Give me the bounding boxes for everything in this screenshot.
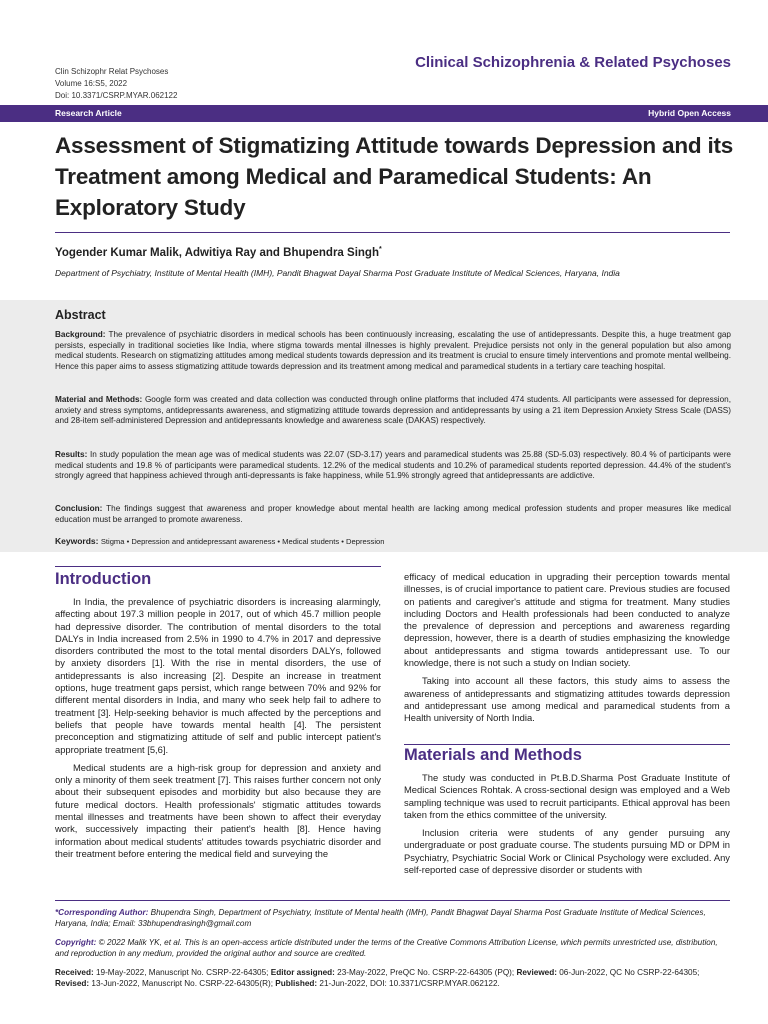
corresponding-author (55, 907, 733, 929)
corr-text: Bhupendra Singh, Department of Psychiatry, Institute of Mental health (IMH), Pandit Bhagwat Dayal Sharma Post Graduate Institute of Medical Sciences, Haryana, India; Email: 33bhupendrasingh@gmail.com (55, 908, 706, 928)
methods-heading: Materials and Methods (404, 746, 582, 764)
article-type-band (0, 105, 768, 122)
history (55, 967, 733, 989)
methods-paragraph-2: Inclusion criteria were students of any gender pursuing any undergraduate or post graduate course. The students pursuing MD or DPM in Psychiatry, Psychiatric Social Work or Clinical Psychology were excluded. Any self-reported case of depressive disorder or students with (404, 827, 730, 876)
intro-heading: Introduction (55, 570, 152, 588)
author-mark: * (378, 246, 382, 253)
author-names: Yogender Kumar Malik, Adwitiya Ray and Bhupendra Singh (55, 246, 379, 259)
editor-label: Editor assigned: (270, 968, 335, 977)
revised-text: 13-Jun-2022, Manuscript No. CSRP-22-64305(R); (91, 979, 273, 988)
abstract-background (55, 330, 731, 372)
title-divider (55, 232, 730, 233)
intro-paragraph-1: In India, the prevalence of psychiatric disorders is increasing alarmingly, affecting about 197.3 million people in 2017, out of which 45.7 million people had depressive disorder. The contribution of mental disorders to the total DALYs in India increased from 2.5% in 1990 to 4.7% in 2017 and depressive disorders contributed the most to the total mental disorders DALYs, followed by anxiety disorders [1]. With the rise in mental disorders, the use of antidepressants is also increasing [2]. Despite an increase in treatment options, huge treatment gaps persist, which range between 70% and 92% for different mental disorders in India, and many who seek help fail to adhere to treatment [3]. Help-seeking behavior is much affected by the perceptions and beliefs that people have towards mental health [4]. The persistent preconception and stigmatizing attitude of self and public intercept patient's appropriate treatment [5,6]. (55, 596, 381, 755)
conclusion-text: The findings suggest that awareness and proper knowledge about mental health are lacking among medical profession students and proper measures like medical education must be arranged to promote awareness. (55, 504, 731, 524)
intro-rule (55, 566, 381, 567)
journal-name: Clinical Schizophrenia & Related Psychoses (415, 54, 731, 71)
keywords-text: Stigma • Depression and antidepressant awareness • Medical students • Depression (100, 537, 385, 546)
methods-rule (404, 744, 730, 745)
revised-label: Revised: (55, 979, 90, 988)
received-label: Received: (55, 968, 94, 977)
volume: Volume 16:S5, 2022 (55, 79, 128, 88)
copyright (55, 937, 733, 959)
editor-text: 23-May-2022, PreQC No. CSRP-22-64305 (PQ); (337, 968, 515, 977)
intro-paragraph-3: efficacy of medical education in upgrading their perception towards mental illnesses, is of crucial importance to patient care. Previous studies are focused on patients and caregiver's attitude and stigma for treatment. Many studies including Doctors and Health professionals had been conducted to analyze the prevalence of depression and perceptions and awareness regarding depression, however, there is a dearth of studies emphasizing the knowledge about antidepressants and stigma towards antidepressant use. To our knowledge, there is not such a study on Indian society. (404, 571, 730, 669)
abstract-conclusion (55, 504, 731, 525)
keywords-label: Keywords: (55, 536, 99, 546)
affiliation: Department of Psychiatry, Institute of Mental Health (IMH), Pandit Bhagwat Dayal Sharma Post Graduate Institute of Medical Sciences, Haryana, India (55, 268, 620, 278)
published-text: 21-Jun-2022, DOI: 10.3371/CSRP.MYAR.062122. (319, 979, 500, 988)
received-text: 19-May-2022, Manuscript No. CSRP-22-64305; (95, 968, 269, 977)
footer-divider (55, 900, 730, 901)
reviewed-label: Reviewed: (516, 968, 557, 977)
journal-meta (55, 66, 177, 102)
doi: Doi: 10.3371/CSRP.MYAR.062122 (55, 91, 178, 100)
keywords (55, 536, 384, 546)
article-title: Assessment of Stigmatizing Attitude towards Depression and its Treatment among Medical and Paramedical Students: An Exploratory Study (55, 133, 734, 220)
background-text: The prevalence of psychiatric disorders in medical schools has been continuously increasing, escalating the use of antidepressants. Despite this, a huge treatment gap persists, especially in traditional societies like India, where stigma towards mental illnesses is highly prevalent. Prejudice persists not only in the general population but also among medical students. Research on stigmatizing attitudes among medical students towards depression and its treatment is crucial to ensure timely interventions and promote mental wellbeing. Hence this paper aims to assess stigmatizing attitude towards depression and its treatment among medical and paramedical students in a tertiary care teaching hospital. (55, 330, 731, 371)
results-label: Results: (55, 450, 88, 459)
background-label: Background: (55, 330, 106, 339)
methods-column (404, 772, 730, 882)
left-column (55, 596, 381, 866)
corr-label: *Corresponding Author: (55, 908, 149, 917)
methods-paragraph-1: The study was conducted in Pt.B.D.Sharma Post Graduate Institute of Medical Sciences Rohtak. A cross-sectional design was employed and a Web sampling technique was used to recruit participants. Ethical approval has been taken from the ethics committee of the university. (404, 772, 730, 820)
intro-paragraph-2: Medical students are a high-risk group for depression and anxiety and only a minority of them seek treatment [7]. This raises further concern not only about their subsequent episodes and morbidity but also because they are future medical doctors. Health professionals' stigmatic attitudes towards mental illnesses and treatments have been shown to affect their everyday work, successively impacting their patient's health [8]. Hence having information about medical students' attitudes towards psychiatric disorder and their treatment before entering the medical field and surveying the (55, 761, 381, 859)
authors (55, 246, 382, 259)
intro-paragraph-4: Taking into account all these factors, this study aims to assess the awareness of antidepressants and stigmatizing attitudes towards depression and antidepressant use among medical and paramedical students from a Health university of North India. (404, 675, 730, 724)
abstract-heading: Abstract (55, 308, 106, 322)
access-type: Hybrid Open Access (648, 108, 731, 118)
results-text: In study population the mean age was of medical students was 22.07 (SD-3.17) years and paramedical students was 25.88 (SD-5.03) respectively. 80.4 % of participants were medical students and 19.8 % of participants were paramedical students. 12.2% of the medical students and 10.2% of paramedical students reported depression. 44.4% of the student's strongly agreed that happiness achieved through anti-depressants is fake happiness, while 51.9% strongly agreed that antidepressants are addictive. (55, 450, 731, 480)
journal-abbrev: Clin Schizophr Relat Psychoses (55, 67, 169, 76)
article-type: Research Article (55, 108, 122, 118)
reviewed-text: 06-Jun-2022, QC No CSRP-22-64305; (559, 968, 700, 977)
abstract-results (55, 450, 731, 482)
right-column (404, 571, 730, 731)
copyright-text: © 2022 Malik YK, et al. This is an open-access article distributed under the terms of the Creative Commons Attribution License, which permits unrestricted use, distribution, and reproduction in any medium, provided the original author and source are credited. (55, 938, 718, 958)
conclusion-label: Conclusion: (55, 504, 103, 513)
methods-text: Google form was created and data collection was conducted through online platforms that included 474 students. All participants were assessed for depression, anxiety and stress symptoms, antidepressants awareness, and stigmatizing attitude towards depression and antidepressants by using a 21 item Depression Anxiety Stress Scale (DASS) and 28-item self-administered Depression and antidepressants knowledge and awareness scale (DAKAS) respectively. (55, 395, 731, 425)
published-label: Published: (275, 979, 318, 988)
methods-label: Material and Methods: (55, 395, 143, 404)
copyright-label: Copyright: (55, 938, 97, 947)
abstract-methods (55, 395, 731, 427)
